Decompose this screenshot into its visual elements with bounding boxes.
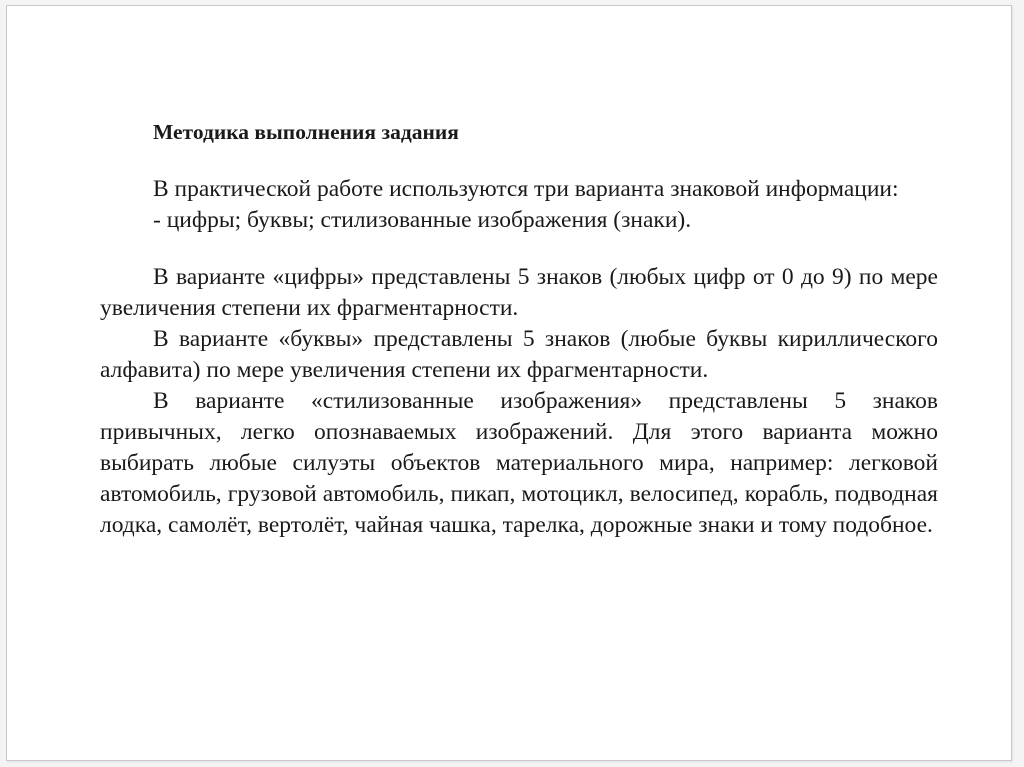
document-body [100,117,938,541]
document-heading: Методика выполнения задания [153,120,459,144]
paragraph-variants-list: - цифры; буквы; стилизованные изображения (знаки). [153,207,692,233]
paragraph-images: В варианте «стилизованные изображения» представлены 5 знаков привычных, легко опознаваемых изображений. Для этого варианта можно выбирать любые силуэты объектов материального мира, например: легковой автомобиль, грузовой автомобиль, пикап, мотоцикл, велосипед, корабль, подводная лодка, самолёт, вертолёт, чайная чашка, тарелка, дорожные знаки и тому подобное. [100,388,938,538]
paragraph-intro: В практической работе используются три варианта знаковой информации: [153,176,899,202]
paragraph-digits: В варианте «цифры» представлены 5 знаков (любых цифр от 0 до 9) по мере увеличения степени их фрагментарности. [100,264,938,321]
paragraph-spacer [100,236,938,262]
slide-page [6,5,1012,761]
paragraph-letters: В варианте «буквы» представлены 5 знаков (любые буквы кириллического алфавита) по мере увеличения степени их фрагментарности. [100,326,938,383]
